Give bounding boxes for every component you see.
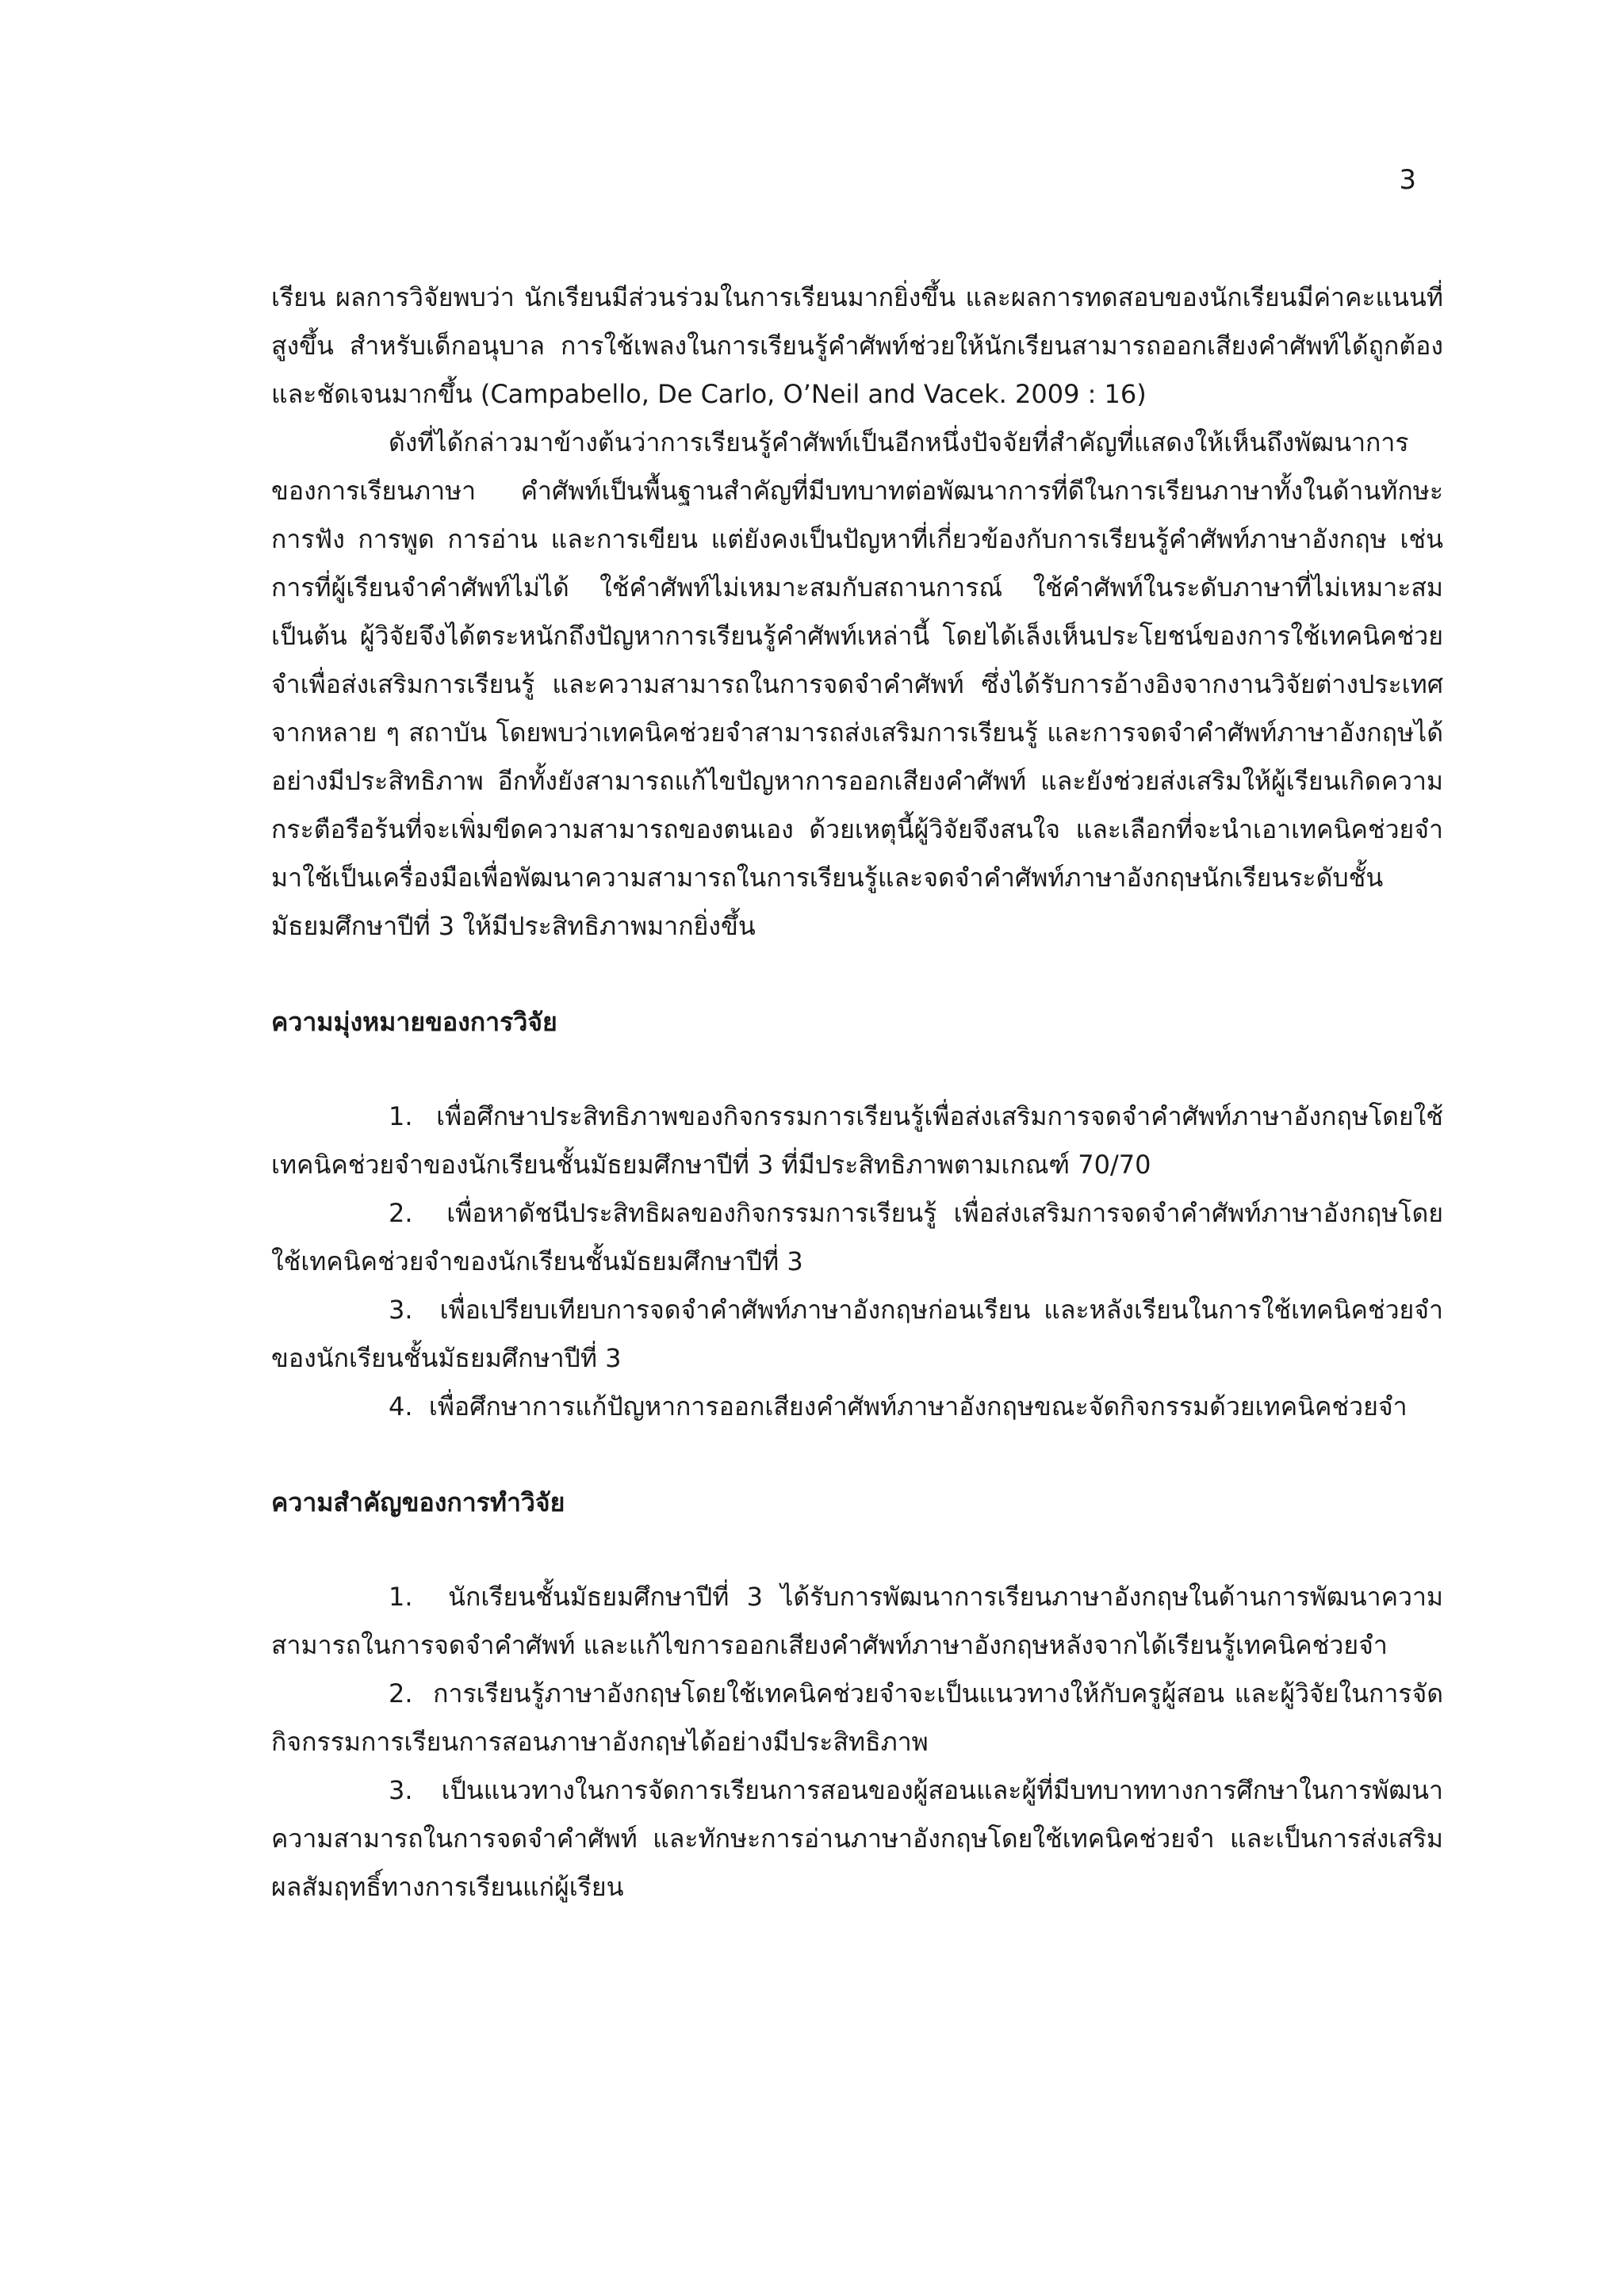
objectives-heading: ความมุ่งหมายของการวิจัย <box>271 1007 557 1037</box>
item-text: เพื่อศึกษาประสิทธิภาพของกิจกรรมการเรียนรู้เพื่อส่งเสริมการจดจำคำศัพท์ภาษาอังกฤษโดยใช้เทคนิคช่วยจำของนักเรียนชั้นมัธยมศึกษาปีที่ 3 ที่มีประสิทธิภาพตามเกณฑ์ 70/70 <box>271 1101 1443 1180</box>
item-number: 1. <box>389 1582 413 1612</box>
list-item <box>271 1670 1443 1766</box>
item-number: 2. <box>389 1198 413 1228</box>
item-number: 3. <box>389 1775 413 1805</box>
significance-list <box>271 1573 1443 1911</box>
list-item <box>271 1189 1443 1286</box>
item-text: การเรียนรู้ภาษาอังกฤษโดยใช้เทคนิคช่วยจำจะเป็นแนวทางให้กับครูผู้สอน และผู้วิจัยในการจัดกิจกรรมการเรียนการสอนภาษาอังกฤษได้อย่างมีประสิทธิภาพ <box>271 1678 1444 1757</box>
objectives-list <box>271 1093 1443 1431</box>
item-number: 2. <box>389 1678 413 1709</box>
list-item <box>271 1573 1443 1670</box>
item-text: นักเรียนชั้นมัธยมศึกษาปีที่ 3 ได้รับการพัฒนาการเรียนภาษาอังกฤษในด้านการพัฒนาความสามารถในการจดจำคำศัพท์ และแก้ไขการออกเสียงคำศัพท์ภาษาอังกฤษหลังจากได้เรียนรู้เทคนิคช่วยจำ <box>271 1582 1444 1660</box>
list-item <box>271 1286 1443 1383</box>
item-text: เพื่อหาดัชนีประสิทธิผลของกิจกรรมการเรียนรู้ เพื่อส่งเสริมการจดจำคำศัพท์ภาษาอังกฤษโดยใช้เทคนิคช่วยจำของนักเรียนชั้นมัธยมศึกษาปีที่ 3 <box>271 1198 1443 1276</box>
item-text: เพื่อเปรียบเทียบการจดจำคำศัพท์ภาษาอังกฤษก่อนเรียน และหลังเรียนในการใช้เทคนิคช่วยจำของนักเรียนชั้นมัธยมศึกษาปีที่ 3 <box>271 1295 1443 1373</box>
item-text: เพื่อศึกษาการแก้ปัญหาการออกเสียงคำศัพท์ภาษาอังกฤษขณะจัดกิจกรรมด้วยเทคนิคช่วยจำ <box>428 1391 1408 1422</box>
list-item <box>271 1383 1443 1431</box>
paragraph-rationale: ดังที่ได้กล่าวมาข้างต้นว่าการเรียนรู้คำศัพท์เป็นอีกหนึ่งปัจจัยที่สำคัญที่แสดงให้เห็นถึงพัฒนาการของการเรียนภาษา คำศัพท์เป็นพื้นฐานสำคัญที่มีบทบาทต่อพัฒนาการที่ดีในการเรียนภาษาทั้งในด้านทักษะการฟัง การพูด การอ่าน และการเขียน แต่ยังคงเป็นปัญหาที่เกี่ยวข้องกับการเรียนรู้คำศัพท์ภาษาอังกฤษ เช่น การที่ผู้เรียนจำคำศัพท์ไม่ได้ ใช้คำศัพท์ไม่เหมาะสมกับสถานการณ์ ใช้คำศัพท์ในระดับภาษาที่ไม่เหมาะสม เป็นต้น ผู้วิจัยจึงได้ตระหนักถึงปัญหาการเรียนรู้คำศัพท์เหล่านี้ โดยได้เล็งเห็นประโยชน์ของการใช้เทคนิคช่วยจำเพื่อส่งเสริมการเรียนรู้ และความสามารถในการจดจำคำศัพท์ ซึ่งได้รับการอ้างอิงจากงานวิจัยต่างประเทศจากหลาย ๆ สถาบัน โดยพบว่าเทคนิคช่วยจำสามารถส่งเสริมการเรียนรู้ และการจดจำคำศัพท์ภาษาอังกฤษได้อย่างมีประสิทธิภาพ อีกทั้งยังสามารถแก้ไขปัญหาการออกเสียงคำศัพท์ และยังช่วยส่งเสริมให้ผู้เรียนเกิดความกระตือรือร้นที่จะเพิ่มขีดความสามารถของตนเอง ด้วยเหตุนี้ผู้วิจัยจึงสนใจ และเลือกที่จะนำเอาเทคนิคช่วยจำมาใช้เป็นเครื่องมือเพื่อพัฒนาความสามารถในการเรียนรู้และจดจำคำศัพท์ภาษาอังกฤษนักเรียนระดับชั้นมัธยมศึกษาปีที่ 3 ให้มีประสิทธิภาพมากยิ่งขึ้น <box>271 427 1443 941</box>
item-text: เป็นแนวทางในการจัดการเรียนการสอนของผู้สอนและผู้ที่มีบทบาททางการศึกษาในการพัฒนาความสามารถในการจดจำคำศัพท์ และทักษะการอ่านภาษาอังกฤษโดยใช้เทคนิคช่วยจำ และเป็นการส่งเสริมผลสัมฤทธิ์ทางการเรียนแก่ผู้เรียน <box>271 1775 1443 1902</box>
page-number: 3 <box>1399 164 1416 196</box>
item-number: 3. <box>389 1295 413 1325</box>
item-number: 4. <box>389 1391 413 1422</box>
list-item <box>271 1766 1443 1911</box>
document-body <box>271 274 1443 1911</box>
paragraph-continuation: เรียน ผลการวิจัยพบว่า นักเรียนมีส่วนร่วมในการเรียนมากยิ่งขึ้น และผลการทดสอบของนักเรียนมีค่าคะแนนที่สูงขึ้น สำหรับเด็กอนุบาล การใช้เพลงในการเรียนรู้คำศัพท์ช่วยให้นักเรียนสามารถออกเสียงคำศัพท์ได้ถูกต้อง และชัดเจนมากขึ้น (Campabello, De Carlo, O’Neil and Vacek. 2009 : 16) <box>271 282 1443 409</box>
significance-heading: ความสำคัญของการทำวิจัย <box>271 1487 565 1517</box>
list-item <box>271 1093 1443 1189</box>
item-number: 1. <box>389 1101 413 1131</box>
